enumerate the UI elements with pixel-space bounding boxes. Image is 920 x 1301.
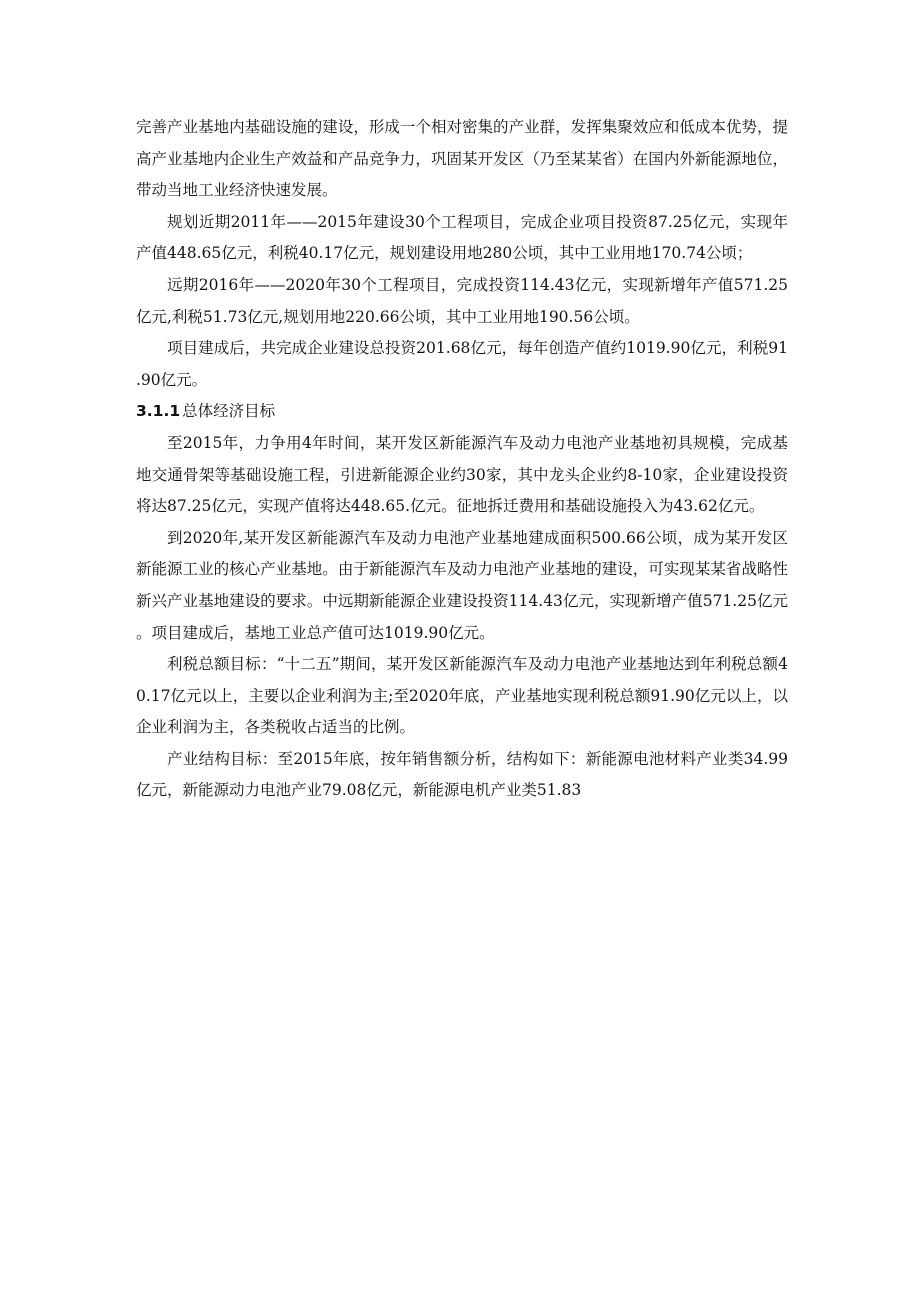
section-number: 3.1.1	[136, 402, 181, 421]
document-body	[136, 112, 788, 807]
paragraph-continuation: 完善产业基地内基础设施的建设，形成一个相对密集的产业群，发挥集聚效应和低成本优势，提高产业基地内企业生产效益和产品竞争力，巩固某开发区（乃至某某省）在国内外新能源地位，带动当地工业经济快速发展。	[136, 118, 788, 200]
paragraph-total-investment: 项目建成后，共完成企业建设总投资201.68亿元，每年创造产值约1019.90亿元，利税91.90亿元。	[136, 339, 788, 389]
paragraph-near-term-plan: 规划近期2011年——2015年建设30个工程项目，完成企业项目投资87.25亿元，实现年产值448.65亿元，利税40.17亿元，规划建设用地280公顷，其中工业用地170.74公顷；	[136, 212, 788, 263]
paragraph-tax-goal: 利税总额目标：“十二五”期间，某开发区新能源汽车及动力电池产业基地达到年利税总额40.17亿元以上，主要以企业利润为主;至2020年底，产业基地实现利税总额91.90亿元以上，以企业利润为主，各类税收占适当的比例。	[136, 655, 788, 737]
section-title: 总体经济目标	[182, 402, 276, 421]
paragraph-2020-goal: 到2020年,某开发区新能源汽车及动力电池产业基地建成面积500.66公顷，成为某开发区新能源工业的核心产业基地。由于新能源汽车及动力电池产业基地的建设，可实现某某省战略性新兴产业基地建设的要求。中远期新能源企业建设投资114.43亿元，实现新增产值571.25亿元。项目建成后，基地工业总产值可达1019.90亿元。	[136, 528, 788, 642]
paragraph-2015-goal: 至2015年，力争用4年时间，某开发区新能源汽车及动力电池产业基地初具规模，完成基地交通骨架等基础设施工程，引进新能源企业约30家，其中龙头企业约8-10家，企业建设投资将达87.25亿元，实现产值将达448.65.亿元。征地拆迁费用和基础设施投入为43.62亿元。	[136, 433, 788, 516]
paragraph-structure-goal: 产业结构目标：至2015年底，按年销售额分析，结构如下：新能源电池材料产业类34.99亿元，新能源动力电池产业79.08亿元，新能源电机产业类51.83	[136, 749, 788, 800]
section-heading	[136, 396, 788, 428]
paragraph-long-term-plan: 远期2016年——2020年30个工程项目，完成投资114.43亿元，实现新增年产值571.25亿元,利税51.73亿元,规划用地220.66公顷，其中工业用地190.56公顷。	[136, 275, 788, 326]
